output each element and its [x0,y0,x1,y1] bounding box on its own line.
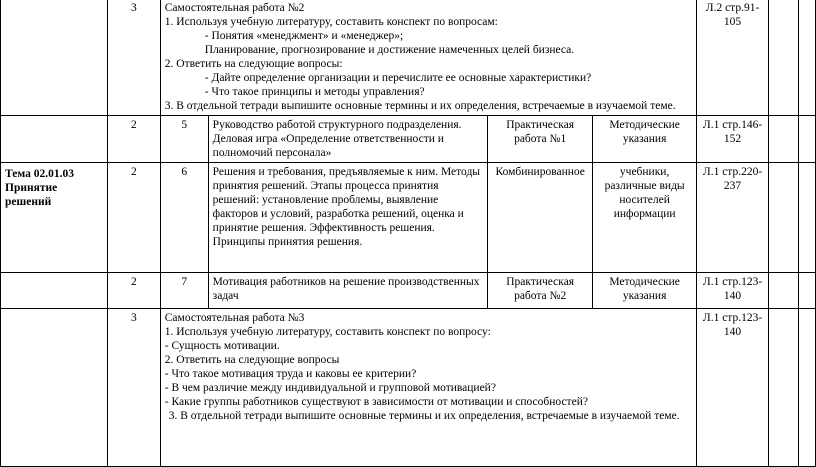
self-work-line: - Дайте определение организации и перечислите ее основные характеристики? [204,72,592,84]
table-row [1,309,816,467]
empty-cell [769,116,799,163]
literature-cell: Л.1 стр.146-152 [697,116,769,163]
table-row [1,273,816,309]
materials-cell: Методические указания [593,273,697,309]
empty-cell [798,273,815,309]
empty-cell [769,163,799,273]
self-work-title: Самостоятельная работа №2 [164,2,305,14]
self-work-line: - Какие группы работников существуют в зависимости от мотивации и способностей? [164,396,588,408]
table-row [1,163,816,273]
lesson-number-cell: 7 [160,273,208,309]
self-work-line: 1. Используя учебную литературу, составить конспект по вопросу: [164,326,491,338]
lesson-content-cell: Решения и требования, предъявляемые к ним. Методы принятия решений. Этапы процесса принятия решений: установление проблемы, выявление факторов и условий, разработка решений, оценка и принятие решения. Эффективность решения. Принципы принятия решения. [208,163,488,273]
topic-cell [1,116,108,163]
materials-cell: Методические указания [593,116,697,163]
lesson-number-cell: 6 [160,163,208,273]
topic-cell [1,0,108,116]
empty-cell [769,273,799,309]
self-work-line: - Понятия «менеджмент» и «менеджер»; [204,30,404,42]
table-row [1,116,816,163]
lesson-number-cell: 5 [160,116,208,163]
self-work-line: - Что такое мотивация труда и каковы ее критерии? [164,368,417,380]
lesson-type-cell: Практическая работа №2 [488,273,593,309]
empty-cell [769,309,799,467]
empty-cell [798,309,815,467]
self-work-line: 1. Используя учебную литературу, составить конспект по вопросам: [164,16,498,28]
self-work-line: 3. В отдельной тетради выпишите основные термины и их определения, встречаемые в изучаемой теме. [164,100,676,112]
hours-cell: 3 [107,309,160,467]
hours-cell: 2 [107,116,160,163]
self-work-line: - В чем различие между индивидуальной и групповой мотивацией? [164,382,496,394]
literature-cell: Л.1 стр.123-140 [697,273,769,309]
empty-cell [798,116,815,163]
topic-title: Тема 02.01.03 Принятие решений [1,163,108,273]
lesson-content-cell: Руководство работой структурного подразделения. Деловая игра «Определение ответственности и полномочий персонала» [208,116,488,163]
self-work-cell [160,0,696,116]
table-row [1,0,816,116]
lesson-content-cell: Мотивация работников на решение производственных задач [208,273,488,309]
self-work-line: Планирование, прогнозирование и достижение намеченных целей бизнеса. [204,44,575,56]
hours-cell: 2 [107,273,160,309]
materials-cell: учебники, различные виды носителей информации [593,163,697,273]
literature-cell: Л.1 стр.123-140 [697,309,769,467]
topic-cell [1,309,108,467]
empty-cell [798,163,815,273]
literature-cell: Л.1 стр.220-237 [697,163,769,273]
self-work-line: - Сущность мотивации. [164,340,280,352]
empty-cell [798,0,815,116]
lesson-type-cell: Комбинированное [488,163,593,273]
hours-cell: 3 [107,0,160,116]
self-work-line: 3. В отдельной тетради выпишите основные термины и их определения, встречаемые в изучаемой теме. [168,410,680,422]
self-work-line: 2. Ответить на следующие вопросы [164,354,340,366]
empty-cell [769,0,799,116]
self-work-line: 2. Ответить на следующие вопросы: [164,58,343,70]
hours-cell: 2 [107,163,160,273]
topic-cell [1,273,108,309]
self-work-title: Самостоятельная работа №3 [164,312,305,324]
lesson-type-cell: Практическая работа №1 [488,116,593,163]
self-work-line: - Что такое принципы и методы управления? [204,86,425,98]
literature-cell: Л.2 стр.91-105 [697,0,769,116]
self-work-cell [160,309,696,467]
